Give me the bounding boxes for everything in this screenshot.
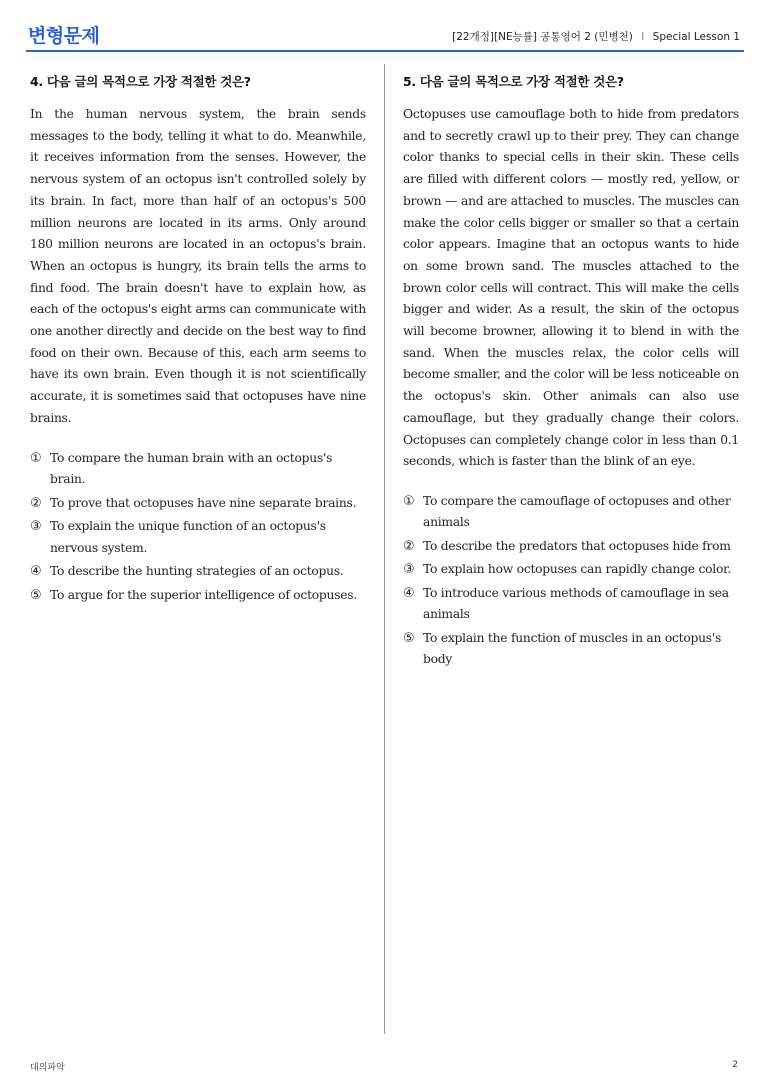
column-divider <box>384 64 385 1034</box>
page-header <box>26 16 744 52</box>
header-course-info <box>452 29 740 44</box>
brand-title: 변형문제 <box>28 25 100 47</box>
header-separator: I <box>641 31 645 43</box>
option-number: ④ <box>30 564 42 580</box>
answer-option[interactable] <box>403 559 739 581</box>
page-number: 2 <box>732 1060 738 1070</box>
lesson-title: Special Lesson 1 <box>652 31 740 43</box>
answer-options <box>30 448 366 607</box>
option-number: ① <box>403 493 415 509</box>
answer-option[interactable] <box>403 583 739 626</box>
option-number: ④ <box>403 585 415 601</box>
option-number: ⑤ <box>403 630 415 646</box>
option-text: To describe the predators that octopuses hide from <box>423 538 731 553</box>
option-number: ③ <box>403 562 415 578</box>
question-title: 5. 다음 글의 목적으로 가장 적절한 것은? <box>403 74 624 89</box>
option-text: To explain the function of muscles in an octopus's body <box>423 630 722 667</box>
option-number: ⑤ <box>30 587 42 603</box>
question-title: 4. 다음 글의 목적으로 가장 적절한 것은? <box>30 74 251 89</box>
answer-option[interactable] <box>30 585 366 607</box>
option-text: To compare the human brain with an octopus's brain. <box>50 450 333 487</box>
answer-option[interactable] <box>30 516 366 559</box>
option-text: To argue for the superior intelligence of octopuses. <box>50 587 358 602</box>
option-text: To compare the camouflage of octopuses and other animals <box>423 493 731 530</box>
answer-option[interactable] <box>403 491 739 534</box>
answer-option[interactable] <box>403 628 739 671</box>
option-text: To explain the unique function of an octopus's nervous system. <box>50 519 326 555</box>
question-passage: In the human nervous system, the brain sends messages to the body, telling it what to do. Meanwhile, it receives information from the senses. However, the nervous system of an octopus isn't controlled solely by its brain. In fact, more than half of an octopus's 500 million neurons are located in its arms. Only around 180 million neurons are located in an octopus's brain. When an octopus is hungry, its brain tells the arms to find food. The brain doesn't have to explain how, as each of the octopus's eight arms can communicate with one another directly and decide on the best way to find food on their own. Because of this, each arm seems to have its own brain. Even though it is not scientifically accurate, it is sometimes said that octopuses have nine brains. <box>30 107 366 425</box>
course-title: [22개정][NE능률] 공통영어 2 (민병천) <box>452 31 633 43</box>
option-text: To explain how octopuses can rapidly change color. <box>423 562 732 577</box>
answer-option[interactable] <box>30 448 366 491</box>
option-number: ② <box>30 495 42 511</box>
question-4 <box>30 72 366 608</box>
answer-option[interactable] <box>403 536 739 558</box>
answer-option[interactable] <box>30 493 366 515</box>
answer-option[interactable] <box>30 561 366 583</box>
option-text: To introduce various methods of camouflage in sea animals <box>423 585 729 622</box>
option-number: ② <box>403 538 415 554</box>
option-text: To prove that octopuses have nine separate brains. <box>50 495 357 510</box>
answer-options <box>403 491 739 671</box>
question-passage: Octopuses use camouflage both to hide from predators and to secretly crawl up to their prey. They can change color thanks to special cells in their skin. These cells are filled with different colors — mostly red, yellow, or brown — and are attached to muscles. The muscles can make the color cells bigger or smaller so that a certain color appears. Imagine that an octopus wants to hide on some brown sand. The muscles attached to the brown color cells will contract. This will make the cells bigger and wider. As a result, the skin of the octopus will become browner, allowing it to blend in with the sand. When the muscles relax, the color cells will become smaller, and the color will be less noticeable on the octopus's skin. Other animals can also use camouflage, but they gradually change their colors. Octopuses can completely change color in less than 0.1 seconds, which is faster than the blink of an eye. <box>403 107 739 469</box>
question-5 <box>403 72 739 673</box>
option-text: To describe the hunting strategies of an octopus. <box>50 564 344 579</box>
option-number: ① <box>30 450 42 466</box>
footer-category: 대의파악 <box>30 1063 65 1073</box>
option-number: ③ <box>30 519 42 535</box>
